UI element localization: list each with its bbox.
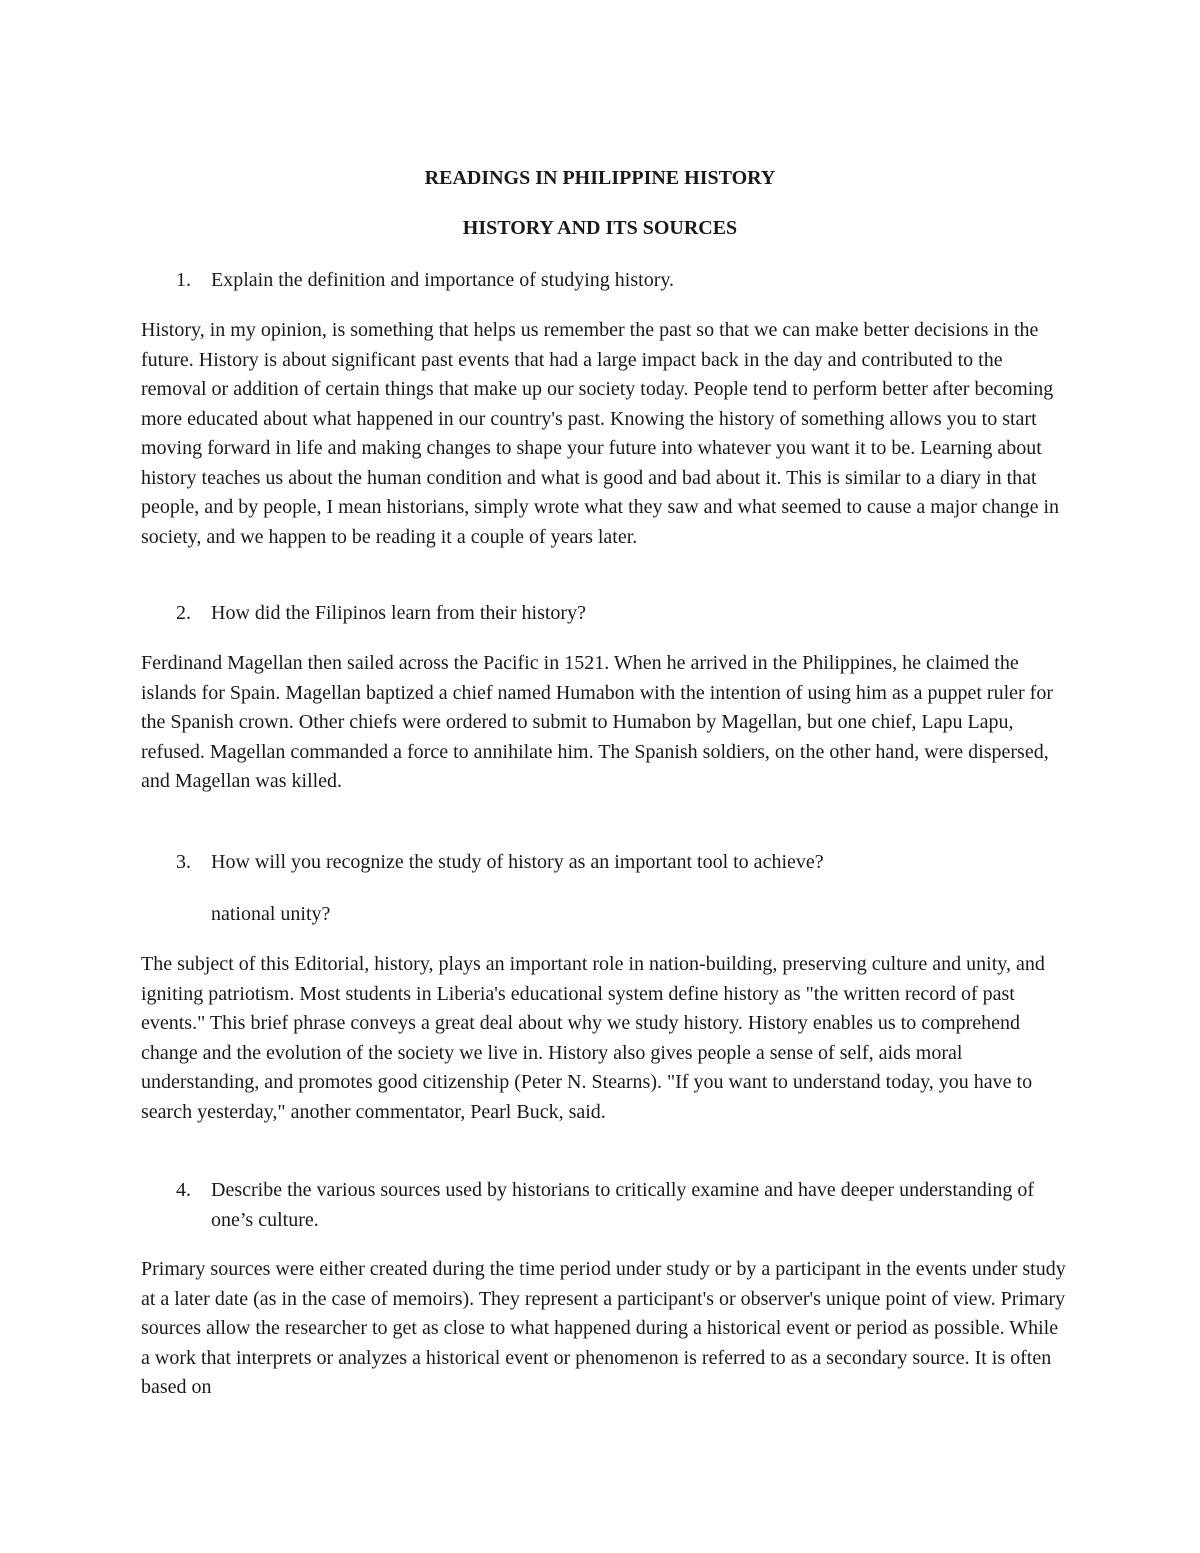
question-number: 3. (176, 851, 191, 873)
document-subtitle: HISTORY AND ITS SOURCES (462, 217, 738, 239)
question-text: Explain the definition and importance of studying history. (211, 269, 675, 291)
question-number: 4. (176, 1179, 191, 1201)
question-number: 2. (176, 602, 191, 624)
answer-3: The subject of this Editorial, history, plays an important role in nation-building, preserving culture and unity, and igniting patriotism. Most students in Liberia's educational system define history as "the written record of past events." This brief phrase conveys a great deal about why we study history. History enables us to comprehend change and the evolution of the society we live in. History also gives people a sense of self, aids moral understanding, and promotes good citizenship (Peter N. Stearns). "If you want to understand today, you have to search yesterday," another commentator, Pearl Buck, said. (141, 953, 1045, 1123)
question-text: How did the Filipinos learn from their history? (211, 602, 586, 624)
question-number: 1. (176, 269, 191, 291)
question-continuation-text: national unity? (211, 903, 331, 925)
question-3-continuation (176, 900, 1056, 930)
answer-4: Primary sources were either created during the time period under study or by a participant in the events under study at a later date (as in the case of memoirs). They represent a participant's or observer's unique point of view. Primary sources allow the researcher to get as close to what happened during a historical event or period as possible. While a work that interprets or analyzes a historical event or phenomenon is referred to as a secondary source. It is often based on (141, 1258, 1066, 1398)
question-text: Describe the various sources used by historians to critically examine and have deeper understanding of one’s culture. (211, 1179, 1035, 1231)
question-3 (176, 848, 1056, 878)
question-1 (176, 266, 1056, 296)
question-4 (176, 1176, 1056, 1235)
answer-1: History, in my opinion, is something that helps us remember the past so that we can make better decisions in the future. History is about significant past events that had a large impact back in the day and contributed to the removal or addition of certain things that make up our society today. People tend to perform better after becoming more educated about what happened in our country's past. Knowing the history of something allows you to start moving forward in life and making changes to shape your future into whatever you want it to be. Learning about history teaches us about the human condition and what is good and bad about it. This is similar to a diary in that people, and by people, I mean historians, simply wrote what they saw and what seemed to cause a major change in society, and we happen to be reading it a couple of years later. (141, 319, 1060, 548)
answer-2: Ferdinand Magellan then sailed across the Pacific in 1521. When he arrived in the Philippines, he claimed the islands for Spain. Magellan baptized a chief named Humabon with the intention of using him as a puppet ruler for the Spanish crown. Other chiefs were ordered to submit to Humabon by Magellan, but one chief, Lapu Lapu, refused. Magellan commanded a force to annihilate him. The Spanish soldiers, on the other hand, were dispersed, and Magellan was killed. (141, 652, 1053, 792)
question-text: How will you recognize the study of history as an important tool to achieve? (211, 851, 824, 873)
question-2 (176, 599, 1056, 629)
document-title: READINGS IN PHILIPPINE HISTORY (424, 167, 776, 189)
